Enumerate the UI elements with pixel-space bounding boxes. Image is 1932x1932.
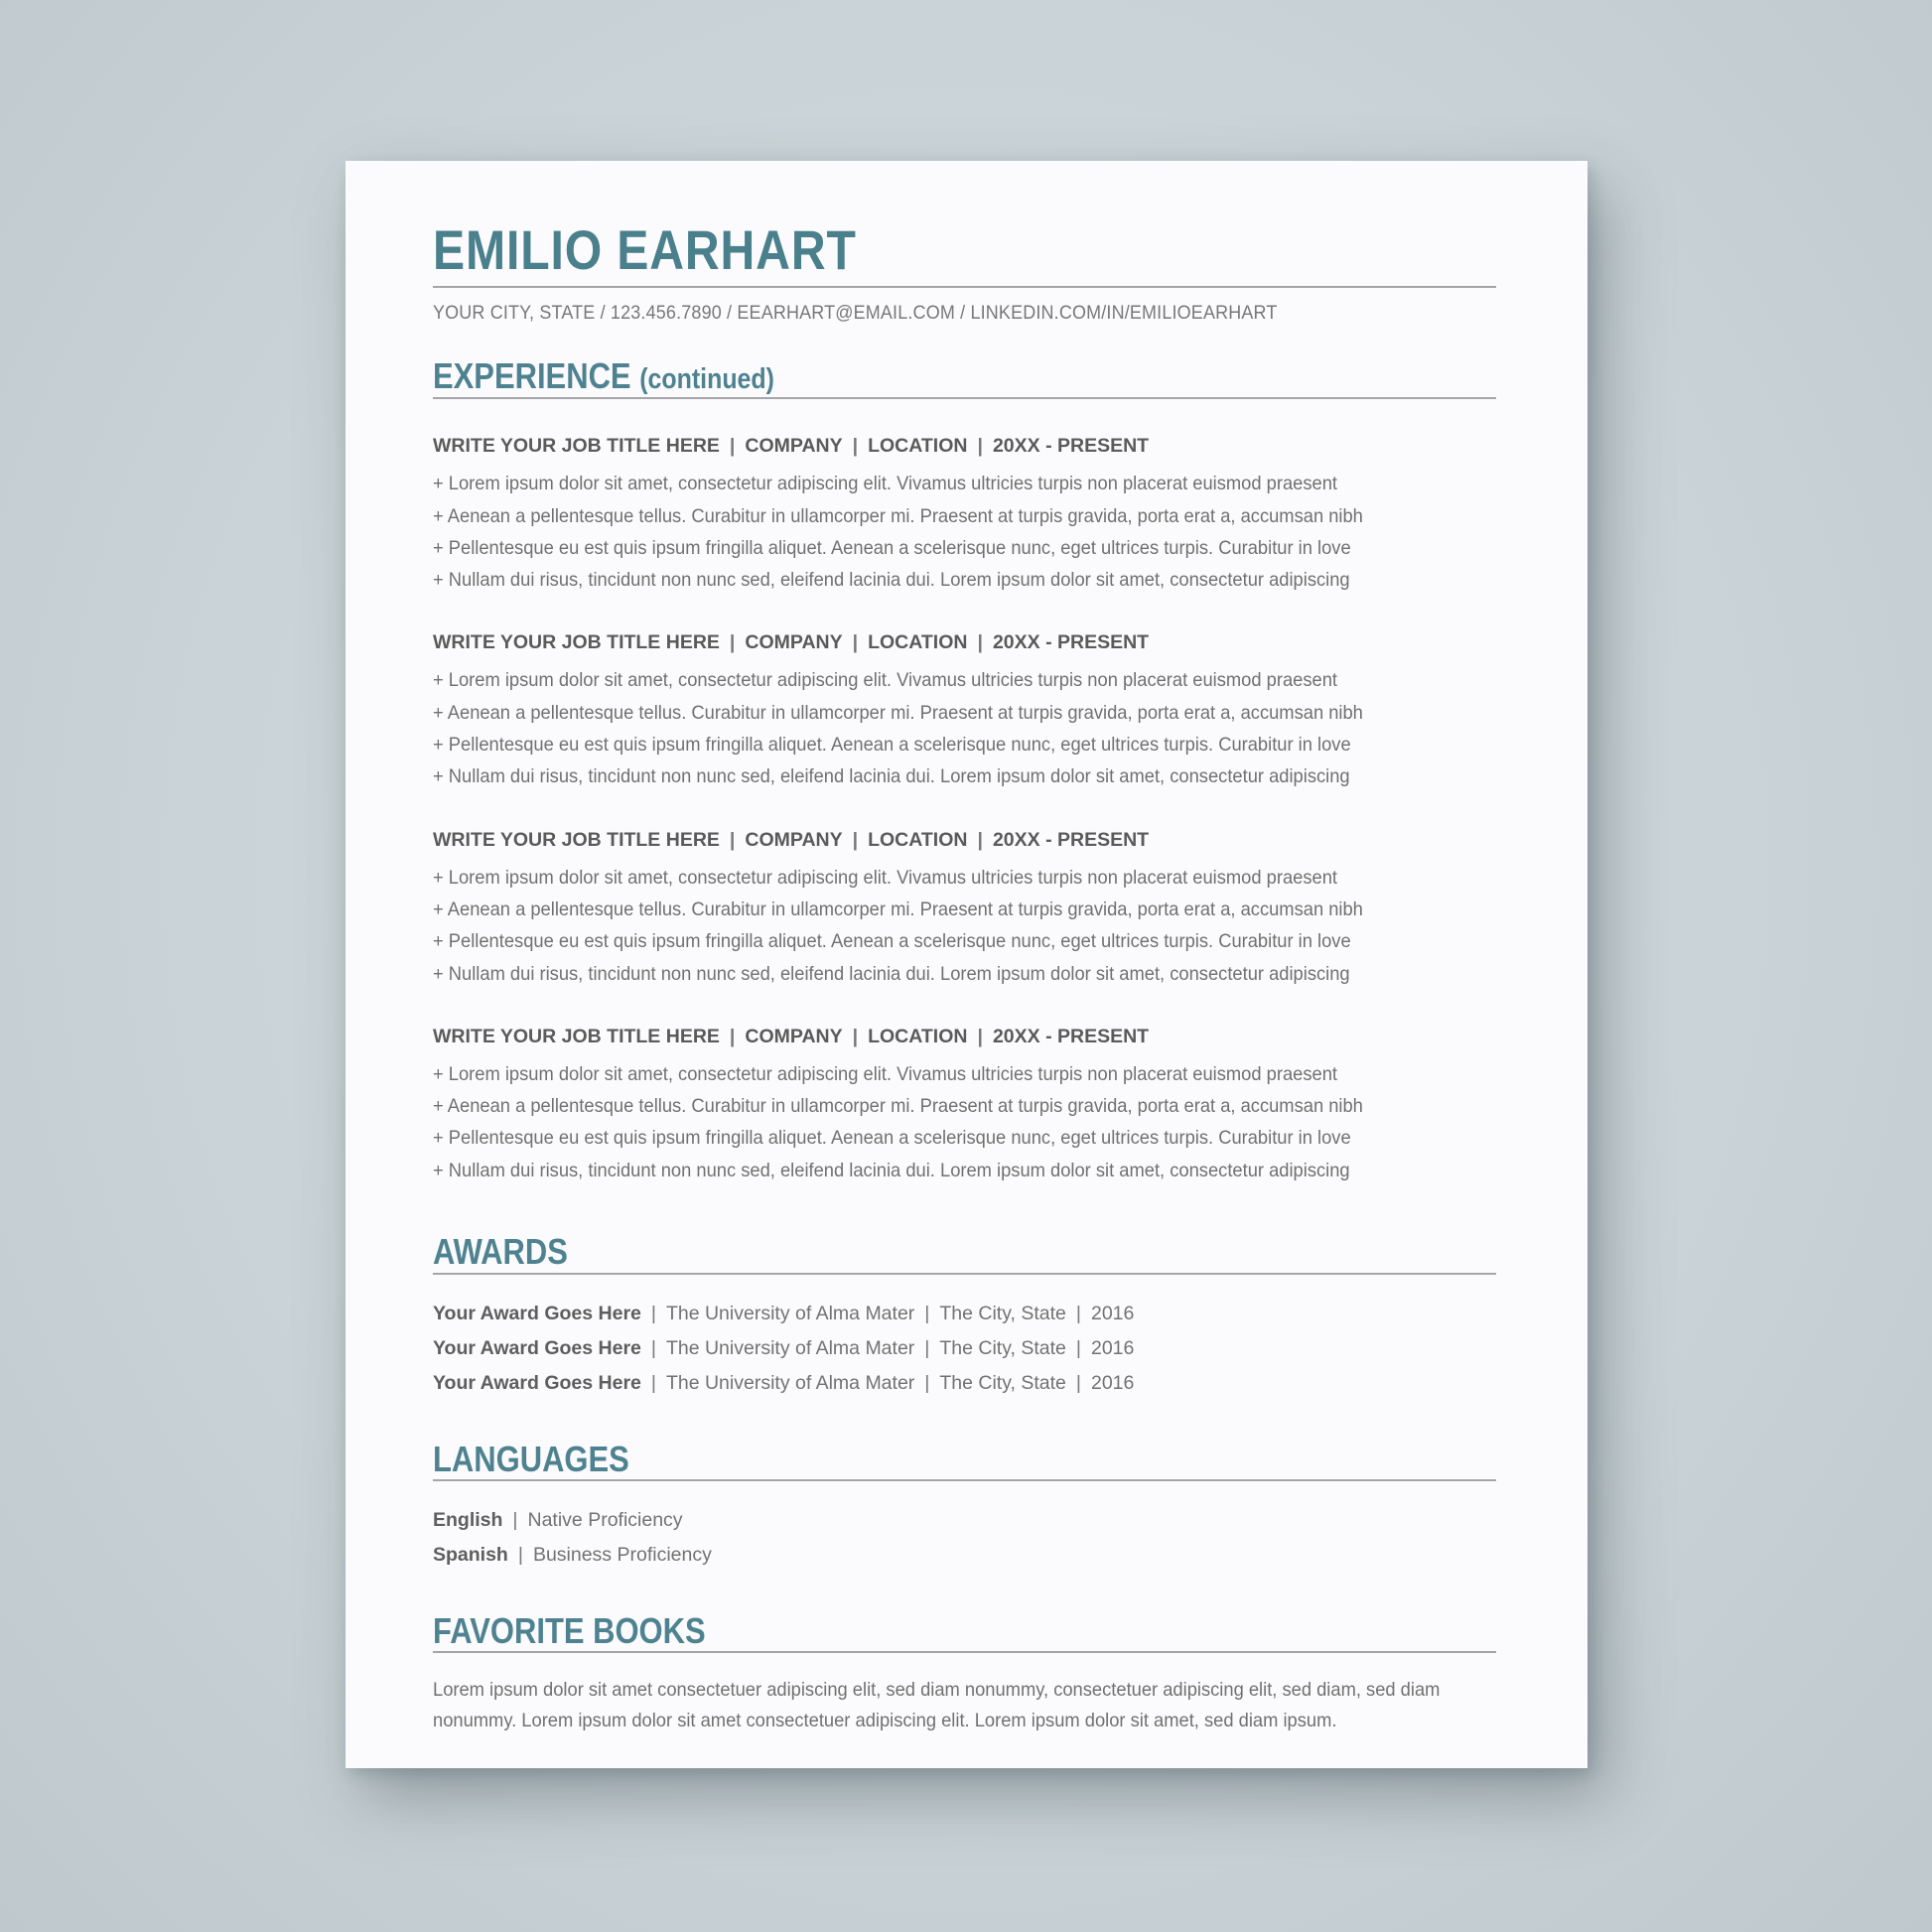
language-name: English — [433, 1509, 503, 1532]
award-institution: The University of Alma Mater — [665, 1336, 915, 1359]
job-company: COMPANY — [745, 631, 843, 654]
name-divider — [433, 286, 1496, 288]
separator: | — [977, 435, 983, 458]
job-bullet: + Lorem ipsum dolor sit amet, consectetur adipiscing elit. Vivamus ultricies turpis non placerat euismod praesent — [433, 669, 1338, 692]
award-place: The City, State — [939, 1302, 1066, 1324]
resume-page — [345, 161, 1587, 1768]
award-item — [433, 1297, 1496, 1331]
separator: | — [650, 1302, 656, 1324]
job-header — [433, 829, 1496, 852]
experience-title: EXPERIENCE — [433, 355, 631, 397]
job-bullet: + Pellentesque eu est quis ipsum fringilla aliquet. Aenean a scelerisque nunc, eget ultrices turpis. Curabitur in love — [433, 536, 1351, 559]
separator: | — [517, 1544, 523, 1567]
job-bullet: + Aenean a pellentesque tellus. Curabitur in ullamcorper mi. Praesent at turpis gravida, porta erat a, accumsan nibh — [433, 1095, 1363, 1118]
separator: | — [729, 435, 736, 458]
separator: | — [650, 1336, 656, 1359]
award-name: Your Award Goes Here — [433, 1302, 641, 1324]
awards-list — [433, 1297, 1496, 1402]
separator: | — [1075, 1336, 1081, 1359]
job-bullet: + Aenean a pellentesque tellus. Curabitur in ullamcorper mi. Praesent at turpis gravida, porta erat a, accumsan nibh — [433, 701, 1363, 724]
separator: | — [924, 1302, 930, 1324]
language-item — [433, 1538, 1496, 1573]
award-item — [433, 1331, 1496, 1366]
job-bullet: + Nullam dui risus, tincidunt non nunc sed, eleifend lacinia dui. Lorem ipsum dolor sit amet, consectetur adipiscing — [433, 1159, 1350, 1181]
job-bullet: + Nullam dui risus, tincidunt non nunc sed, eleifend lacinia dui. Lorem ipsum dolor sit amet, consectetur adipiscing — [433, 962, 1350, 985]
job-dates: 20XX - PRESENT — [992, 1025, 1150, 1047]
separator: | — [1075, 1302, 1081, 1324]
experience-divider — [433, 397, 1496, 399]
job-company: COMPANY — [745, 828, 843, 851]
job-bullet: + Aenean a pellentesque tellus. Curabitur in ullamcorper mi. Praesent at turpis gravida, porta erat a, accumsan nibh — [433, 504, 1363, 527]
job-location: LOCATION — [868, 631, 968, 654]
job-location: LOCATION — [868, 828, 968, 851]
experience-section — [433, 356, 1496, 1186]
separator: | — [852, 631, 859, 654]
language-name: Spanish — [433, 1544, 508, 1567]
separator: | — [512, 1509, 518, 1532]
language-level: Business Proficiency — [532, 1544, 712, 1567]
languages-divider — [433, 1479, 1496, 1481]
experience-subtitle: (continued) — [639, 363, 774, 396]
separator: | — [729, 828, 736, 851]
job-title: WRITE YOUR JOB TITLE HERE — [433, 1025, 720, 1047]
job-bullet: + Pellentesque eu est quis ipsum fringilla aliquet. Aenean a scelerisque nunc, eget ultrices turpis. Curabitur in love — [433, 734, 1351, 757]
award-name: Your Award Goes Here — [433, 1372, 641, 1395]
job-entry — [433, 1026, 1496, 1186]
languages-heading: LANGUAGES — [433, 1438, 629, 1479]
separator: | — [924, 1372, 930, 1395]
books-divider — [433, 1651, 1496, 1653]
separator: | — [729, 1025, 736, 1047]
job-dates: 20XX - PRESENT — [992, 435, 1150, 458]
job-bullet: + Lorem ipsum dolor sit amet, consectetur adipiscing elit. Vivamus ultricies turpis non placerat euismod praesent — [433, 1062, 1338, 1085]
job-bullet: + Aenean a pellentesque tellus. Curabitur in ullamcorper mi. Praesent at turpis gravida, porta erat a, accumsan nibh — [433, 897, 1363, 920]
job-bullet: + Pellentesque eu est quis ipsum fringilla aliquet. Aenean a scelerisque nunc, eget ultrices turpis. Curabitur in love — [433, 930, 1351, 953]
job-header — [433, 631, 1496, 654]
books-heading: FAVORITE BOOKS — [433, 1609, 706, 1651]
separator: | — [852, 435, 859, 458]
job-location: LOCATION — [868, 435, 968, 458]
awards-divider — [433, 1273, 1496, 1275]
separator: | — [1075, 1372, 1081, 1395]
separator: | — [977, 631, 983, 654]
award-year: 2016 — [1090, 1302, 1135, 1324]
separator: | — [977, 828, 983, 851]
job-bullet: + Lorem ipsum dolor sit amet, consectetur adipiscing elit. Vivamus ultricies turpis non placerat euismod praesent — [433, 866, 1338, 889]
separator: | — [924, 1336, 930, 1359]
job-bullet: + Nullam dui risus, tincidunt non nunc sed, eleifend lacinia dui. Lorem ipsum dolor sit amet, consectetur adipiscing — [433, 569, 1350, 592]
contact-line: YOUR CITY, STATE / 123.456.7890 / EEARHART@EMAIL.COM / LINKEDIN.COM/IN/EMILIOEARHART — [433, 302, 1278, 325]
job-location: LOCATION — [868, 1025, 968, 1047]
experience-heading — [433, 356, 1347, 396]
separator: | — [650, 1372, 656, 1395]
job-title: WRITE YOUR JOB TITLE HERE — [433, 631, 720, 654]
award-place: The City, State — [939, 1336, 1066, 1359]
books-text: Lorem ipsum dolor sit amet consectetuer adipiscing elit, sed diam nonummy, consectetuer adipiscing elit, sed diam, sed diam nonummy. Lorem ipsum dolor sit amet consectetuer adipiscing elit. Lorem ipsum dolor sit amet, sed diam ipsum. — [433, 1679, 1441, 1732]
job-dates: 20XX - PRESENT — [992, 828, 1150, 851]
award-name: Your Award Goes Here — [433, 1336, 641, 1359]
award-place: The City, State — [939, 1372, 1066, 1395]
separator: | — [852, 828, 859, 851]
job-entry — [433, 631, 1496, 792]
separator: | — [852, 1025, 859, 1047]
awards-heading: AWARDS — [433, 1231, 568, 1273]
job-company: COMPANY — [745, 1025, 843, 1047]
job-bullet: + Pellentesque eu est quis ipsum fringilla aliquet. Aenean a scelerisque nunc, eget ultrices turpis. Curabitur in love — [433, 1127, 1351, 1150]
awards-section — [433, 1232, 1496, 1401]
separator: | — [729, 631, 736, 654]
job-header — [433, 1026, 1496, 1048]
job-entry — [433, 829, 1496, 990]
job-header — [433, 435, 1496, 458]
job-dates: 20XX - PRESENT — [992, 631, 1150, 654]
award-institution: The University of Alma Mater — [665, 1372, 915, 1395]
job-entry — [433, 435, 1496, 596]
books-section — [433, 1611, 1496, 1737]
award-year: 2016 — [1090, 1372, 1135, 1395]
job-title: WRITE YOUR JOB TITLE HERE — [433, 828, 720, 851]
award-item — [433, 1366, 1496, 1401]
job-title: WRITE YOUR JOB TITLE HERE — [433, 435, 720, 458]
award-year: 2016 — [1090, 1336, 1135, 1359]
job-bullet: + Lorem ipsum dolor sit amet, consectetur adipiscing elit. Vivamus ultricies turpis non placerat euismod praesent — [433, 473, 1338, 495]
language-level: Native Proficiency — [527, 1509, 683, 1532]
languages-section — [433, 1440, 1496, 1574]
separator: | — [977, 1025, 983, 1047]
resume-name: EMILIO EARHART — [433, 218, 857, 281]
job-list — [433, 435, 1496, 1186]
award-institution: The University of Alma Mater — [665, 1302, 915, 1324]
languages-list — [433, 1503, 1496, 1574]
job-bullet: + Nullam dui risus, tincidunt non nunc sed, eleifend lacinia dui. Lorem ipsum dolor sit amet, consectetur adipiscing — [433, 765, 1350, 788]
language-item — [433, 1503, 1496, 1538]
job-company: COMPANY — [745, 435, 843, 458]
